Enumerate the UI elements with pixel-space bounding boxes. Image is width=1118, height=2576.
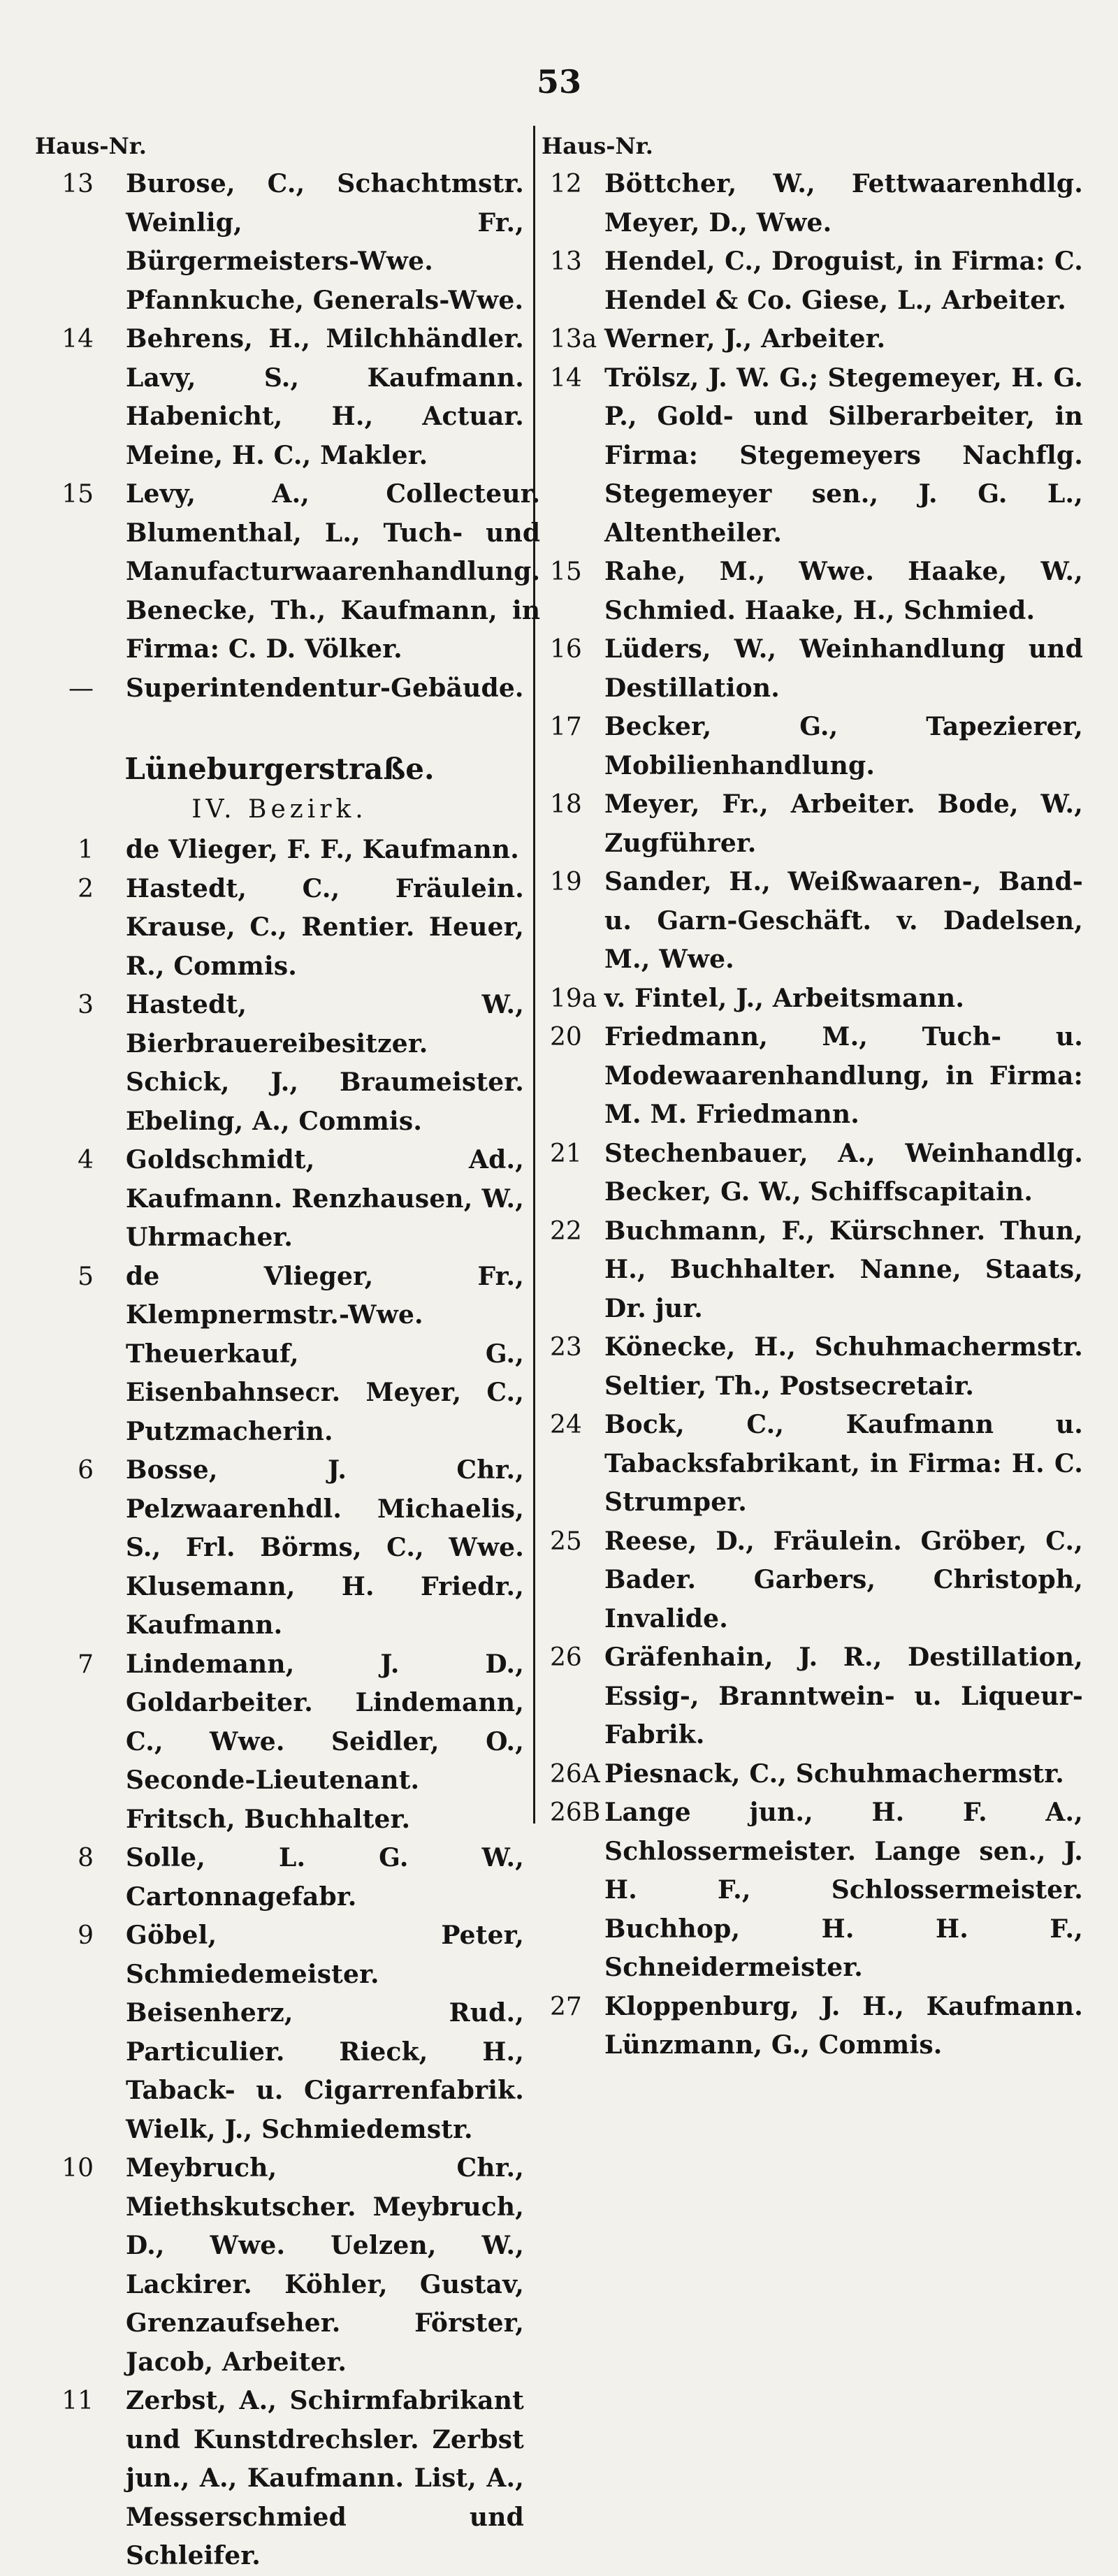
- directory-entry: [542, 1406, 1083, 1522]
- resident-listing: Sander, H., Weißwaaren-, Band- u. Garn-Geschäft. v. Dadelsen, M., Wwe.: [604, 867, 1083, 974]
- resident-listing: Hastedt, W., Bierbrauereibesitzer. Schick, J., Braumeister. Ebeling, A., Commis.: [126, 990, 524, 1136]
- directory-entry: [542, 359, 1083, 553]
- left-column-header: Haus-Nr.: [35, 133, 147, 159]
- house-number: 11: [61, 2387, 94, 2415]
- left-column: [35, 127, 541, 2576]
- house-number: 25: [550, 1527, 582, 1556]
- street-title: Lüneburgerstraße.: [124, 752, 435, 786]
- page-number: 53: [536, 63, 581, 101]
- house-number: 17: [550, 713, 582, 741]
- house-number: 16: [550, 635, 582, 664]
- resident-listing: Friedmann, M., Tuch- u. Modewaarenhandlung, in Firma: M. M. Friedmann.: [604, 1022, 1083, 1129]
- resident-listing: Meyer, Fr., Arbeiter. Bode, W., Zugführer.: [604, 789, 1083, 858]
- directory-entry: [542, 1638, 1083, 1755]
- house-number: 12: [550, 170, 582, 198]
- resident-listing: de Vlieger, F. F., Kaufmann.: [126, 835, 520, 864]
- resident-listing: Hastedt, C., Fräulein. Krause, C., Rentier. Heuer, R., Commis.: [126, 873, 524, 981]
- right-entries: [542, 165, 1083, 2065]
- directory-entry: [542, 1755, 1083, 1794]
- directory-entry: [35, 1645, 524, 1840]
- resident-listing: Trölsz, J. W. G.; Stegemeyer, H. G. P., Gold- und Silberarbeiter, in Firma: Stegemeyers Nachflg. Stegemeyer sen., J. G. L., Altentheiler.: [604, 363, 1083, 548]
- directory-entry: [35, 1258, 524, 1452]
- directory-entry: [542, 708, 1083, 785]
- resident-listing: Lange jun., H. F. A., Schlossermeister. Lange sen., J. H. F., Schlossermeister. Buchhop, H. H. F., Schneidermeister.: [604, 1798, 1083, 1982]
- house-number: 26A: [550, 1759, 600, 1789]
- house-number: 23: [550, 1333, 582, 1362]
- resident-listing: Levy, A., Collecteur. Blumenthal, L., Tuch- und Manufacturwaarenhandlung. Benecke, Th., Kaufmann, in Firma: C. D. Völker.: [126, 479, 541, 664]
- directory-entry: [35, 475, 541, 669]
- directory-entry: [35, 1839, 524, 1916]
- house-number: —: [68, 674, 94, 703]
- house-number: 13a: [550, 325, 597, 354]
- directory-entry: [542, 1522, 1083, 1639]
- directory-entry: [35, 2149, 524, 2382]
- house-number: 22: [550, 1216, 582, 1246]
- directory-entry: [35, 1451, 524, 1645]
- resident-listing: Reese, D., Fräulein. Gröber, C., Bader. Garbers, Christoph, Invalide.: [604, 1526, 1083, 1633]
- resident-listing: Goldschmidt, Ad., Kaufmann. Renzhausen, W., Uhrmacher.: [126, 1145, 524, 1252]
- house-number: 13: [550, 247, 582, 276]
- directory-entry: [35, 2382, 524, 2576]
- right-column: [542, 127, 1083, 2065]
- column-divider: [533, 126, 535, 1824]
- resident-listing: Solle, L. G. W., Cartonnagefabr.: [126, 1843, 524, 1912]
- directory-entry: [542, 863, 1083, 980]
- house-number: 27: [550, 1992, 582, 2021]
- resident-listing: Stechenbauer, A., Weinhandlg. Becker, G. W., Schiffscapitain.: [604, 1138, 1083, 1207]
- house-number: 19: [550, 868, 582, 896]
- resident-listing: Behrens, H., Milchhändler. Lavy, S., Kaufmann. Habenicht, H., Actuar. Meine, H. C., Makler.: [126, 324, 524, 470]
- resident-listing: Göbel, Peter, Schmiedemeister. Beisenherz, Rud., Particulier. Rieck, H., Taback- u. Cigarrenfabrik. Wielk, J., Schmiedemstr.: [126, 1921, 524, 2144]
- house-number: 7: [78, 1650, 94, 1679]
- house-number: 9: [78, 1921, 94, 1950]
- house-number: 19a: [550, 984, 597, 1013]
- house-number: 6: [78, 1456, 94, 1485]
- house-number: 1: [78, 836, 94, 864]
- district-heading: IV. Bezirk.: [191, 795, 368, 824]
- house-number: 14: [550, 363, 582, 393]
- directory-entry: [542, 1212, 1083, 1329]
- resident-listing: Bock, C., Kaufmann u. Tabacksfabrikant, in Firma: H. C. Strumper.: [604, 1410, 1083, 1517]
- resident-listing: Burose, C., Schachtmstr. Weinlig, Fr., Bürgermeisters-Wwe. Pfannkuche, Generals-Wwe.: [126, 169, 524, 315]
- resident-listing: Kloppenburg, J. H., Kaufmann. Lünzmann, G., Commis.: [604, 1991, 1083, 2060]
- house-number: 15: [61, 480, 94, 509]
- directory-entry: [542, 553, 1083, 630]
- directory-entry: [542, 980, 1083, 1019]
- resident-listing: Hendel, C., Droguist, in Firma: C. Hendel & Co. Giese, L., Arbeiter.: [604, 247, 1083, 315]
- resident-listing: Becker, G., Tapezierer, Mobilienhandlung.: [604, 712, 1083, 780]
- directory-entry: [542, 630, 1083, 708]
- resident-listing: Buchmann, F., Kürschner. Thun, H., Buchhalter. Nanne, Staats, Dr. jur.: [604, 1216, 1083, 1323]
- house-number: 5: [78, 1262, 94, 1291]
- house-number: 4: [78, 1146, 94, 1174]
- directory-entry: [35, 870, 524, 987]
- resident-listing: Könecke, H., Schuhmachermstr. Seltier, Th., Postsecretair.: [604, 1332, 1083, 1401]
- left-entries-bottom: [35, 831, 524, 2576]
- resident-listing: Bosse, J. Chr., Pelzwaarenhdl. Michaelis, S., Frl. Börms, C., Wwe. Klusemann, H. Friedr., Kaufmann.: [126, 1455, 524, 1640]
- resident-listing: Superintendentur-Gebäude.: [126, 673, 524, 703]
- house-number: 26B: [550, 1798, 601, 1827]
- directory-entry: [542, 785, 1083, 863]
- resident-listing: Rahe, M., Wwe. Haake, W., Schmied. Haake, H., Schmied.: [604, 557, 1083, 625]
- directory-entry: [542, 1135, 1083, 1212]
- directory-entry: [542, 1018, 1083, 1135]
- resident-listing: Zerbst, A., Schirmfabrikant und Kunstdrechsler. Zerbst jun., A., Kaufmann. List, A., Messerschmied und Schleifer.: [126, 2386, 524, 2570]
- directory-entry: [542, 1988, 1083, 2065]
- resident-listing: v. Fintel, J., Arbeitsmann.: [604, 983, 965, 1013]
- directory-entry: [542, 165, 1083, 242]
- directory-entry: [35, 1916, 524, 2149]
- resident-listing: Meybruch, Chr., Miethskutscher. Meybruch, D., Wwe. Uelzen, W., Lackirer. Köhler, Gustav, Grenzaufseher. Förster, Jacob, Arbeiter.: [126, 2153, 524, 2377]
- directory-entry: [35, 320, 524, 475]
- resident-listing: Gräfenhain, J. R., Destillation, Essig-, Branntwein- u. Liqueur-Fabrik.: [604, 1643, 1083, 1749]
- house-number: 24: [550, 1411, 582, 1439]
- house-number: 13: [61, 170, 94, 198]
- resident-listing: de Vlieger, Fr., Klempnermstr.-Wwe. Theuerkauf, G., Eisenbahnsecr. Meyer, C., Putzmacherin.: [126, 1261, 524, 1446]
- directory-entry: [35, 669, 524, 708]
- house-number: 14: [61, 325, 94, 354]
- house-number: 21: [550, 1139, 582, 1168]
- resident-listing: Piesnack, C., Schuhmachermstr.: [604, 1759, 1064, 1789]
- directory-entry: [542, 1328, 1083, 1406]
- house-number: 10: [61, 2154, 94, 2183]
- house-number: 20: [550, 1023, 582, 1051]
- directory-entry: [542, 1793, 1083, 1988]
- directory-entry: [35, 831, 524, 870]
- house-number: 3: [78, 991, 94, 1019]
- resident-listing: Lindemann, J. D., Goldarbeiter. Lindemann, C., Wwe. Seidler, O., Seconde-Lieutenant. Fritsch, Buchhalter.: [126, 1649, 524, 1834]
- resident-listing: Böttcher, W., Fettwaarenhdlg. Meyer, D., Wwe.: [604, 169, 1083, 238]
- directory-entry: [35, 986, 524, 1141]
- directory-entry: [35, 1141, 524, 1258]
- house-number: 15: [550, 558, 582, 586]
- house-number: 26: [550, 1643, 582, 1672]
- house-number: 2: [78, 874, 94, 903]
- house-number: 8: [78, 1844, 94, 1872]
- directory-entry: [542, 320, 1083, 359]
- directory-entry: [35, 165, 524, 320]
- left-entries-top: [35, 165, 541, 708]
- resident-listing: Werner, J., Arbeiter.: [604, 324, 886, 354]
- right-column-header: Haus-Nr.: [542, 133, 653, 159]
- house-number: 18: [550, 790, 582, 819]
- resident-listing: Lüders, W., Weinhandlung und Destillation.: [604, 634, 1083, 703]
- directory-entry: [542, 242, 1083, 320]
